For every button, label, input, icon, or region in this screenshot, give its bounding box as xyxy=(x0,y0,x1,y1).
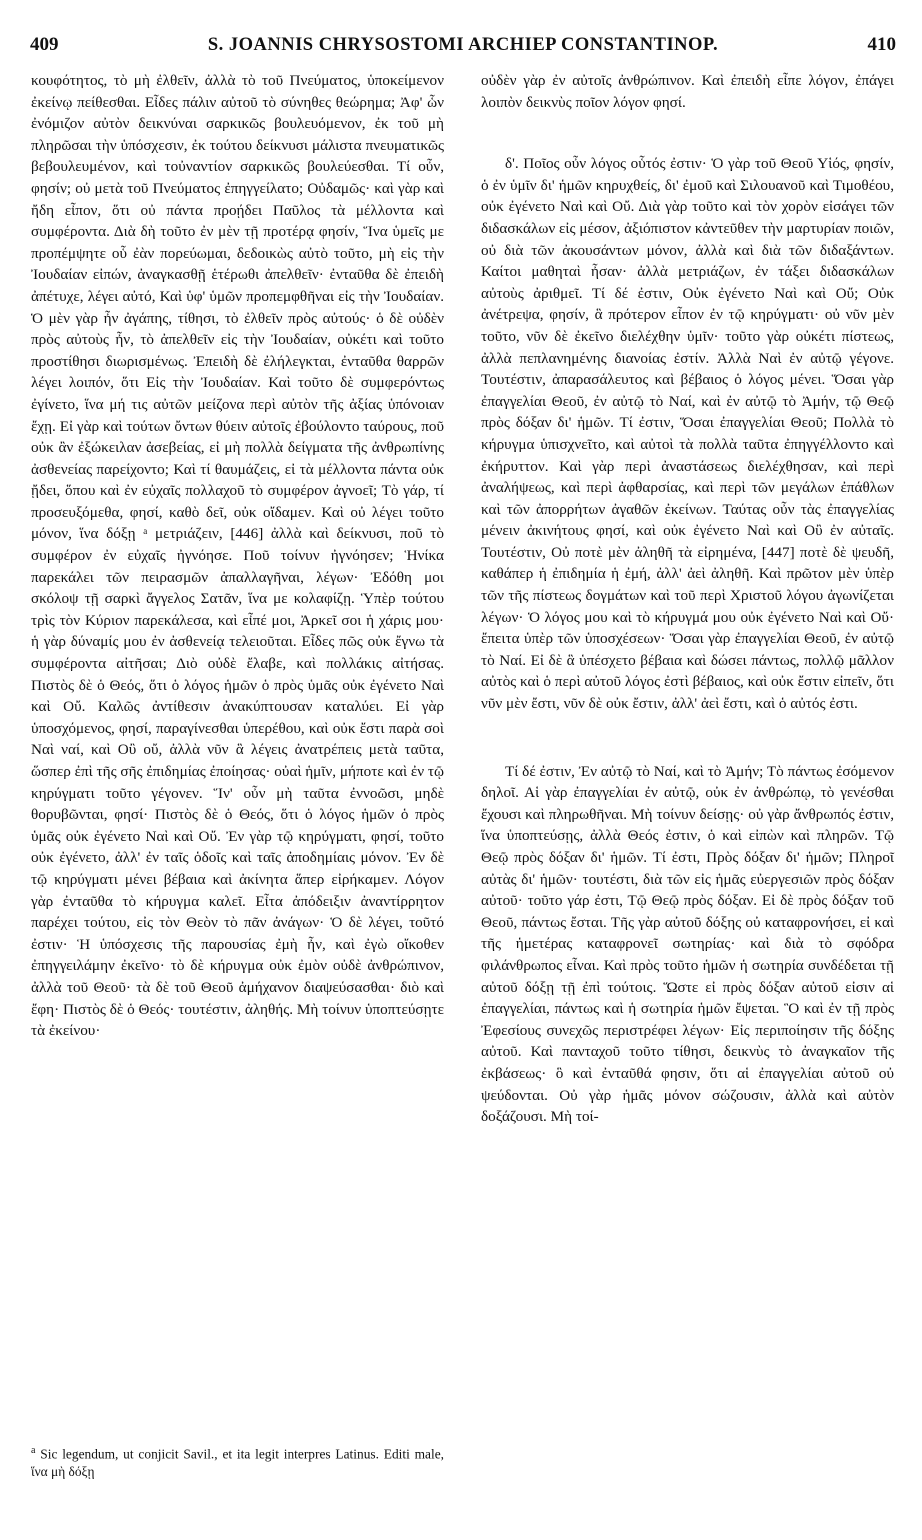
right-paragraph-3: Τί δέ ἐστιν, Ἐν αὐτῷ τὸ Ναί, καὶ τὸ Ἀμήν; Τὸ πάντως ἐσόμενον δηλοῖ. Αἱ γὰρ ἐπαγγελίαι ἐν αὐτῷ, οὐκ ἐν ἀνθρώπῳ, τὸ γενέσθαι ἔχουσι καὶ πληρωθῆναι. Μὴ τοίνυν δείσῃς· οὐ γὰρ ἄνθρωπός ἐστιν, ἵνα ὑποπτεύσῃς, ἀλλὰ Θεός ἐστιν, ὁ καὶ εἰπὼν καὶ πληρῶν. Τῷ Θεῷ πρὸς δόξαν δι' ἡμῶν. Τί ἐστι, Πρὸς δόξαν δι' ἡμῶν; Πληροῖ αὐτὰς δι' ἡμῶν· τουτέστι, διὰ τῶν εἰς ἡμᾶς εὐεργεσιῶν πρὸς δόξαν αὐτοῦ· τοῦτο γάρ ἐστι, Τῷ Θεῷ πρὸς δόξαν. Εἰ δὲ πρὸς δόξαν τοῦ Θεοῦ, πάντως ἔσται. Τῆς γὰρ αὐτοῦ δόξης οὐ καταφρονήσει, εἰ καὶ τῆς ἡμετέρας καταφρονεῖ σωτηρίας· καὶ διὰ τὸ σφόδρα φιλάνθρωπος εἶναι. Καὶ πρὸς τοῦτο ἡμῶν ἡ σωτηρία συνδέδεται τῇ αὐτοῦ δόξῃ τῇ ἐπὶ τούτοις. Ὥστε εἰ πρὸς δόξαν αὐτοῦ εἰσιν αἱ ἐπαγγελίαι, πάντως καὶ ἡ σωτηρία ἡμῶν ἔψεται. Ὃ καὶ ἐν τῇ πρὸς Ἐφεσίους συνεχῶς περιστρέφει λέγων· Εἰς περιποίησιν τῆς δόξης αὐτοῦ. Καὶ πανταχοῦ τοῦτο τίθησι, δεικνὺς τὸ ἀναγκαῖον τῆς ἐκβάσεως· ὃ καὶ ἐνταῦθά φησιν, ὅτι αἱ ἐπαγγελίαι αὐτοῦ οὐ ψεύδονται. Οὐ γὰρ ἡμᾶς μόνον σώζουσιν, ἀλλὰ καὶ αὐτὸν δοξάζουσι. Μὴ τοί- xyxy=(481,762,894,1126)
right-page-number: 410 xyxy=(867,34,896,55)
left-paragraph-1: κουφότητος, τὸ μὴ ἐλθεῖν, ἀλλὰ τὸ τοῦ Πνεύματος, ὑποκείμενον ἐκείνῳ πείθεσθαι. Εἶδες πάλιν αὐτοῦ τὸ σύνηθες θεώρημα; Ἀφ' ὧν ἐνόμιζον αὐτὸν δεικνύναι σαρκικῶς βουλευόμενον, ἐκ τοῦ μὴ πληρῶσαι τὴν ὑπόσχεσιν, ἐκ τούτου δείκνυσι μάλιστα πνευματικῶς βεβουλευμένον, καὶ τοὐναντίον σαρκικῶς βουλεύεσθαι. Τί οὖν, φησίν; οὐ μετὰ τοῦ Πνεύματος ἐπηγγείλατο; Οὐδαμῶς· καὶ γὰρ καὶ ἤδη εἶπον, ὅτι οὐ πάντα προῄδει Παῦλος τὰ μέλλοντα καὶ συμφέροντα. Διὰ δὴ τοῦτο ἐν μὲν τῇ προτέρᾳ φησίν, Ἵνα ὑμεῖς με προπέμψητε οὗ ἐὰν πορεύωμαι, δεδοικὼς αὐτὸ τοῦτο, μὴ εἰς τὴν Ἰουδαίαν εἰπών, ἀναγκασθῇ ἑτέρωθι ἀπελθεῖν· ἐνταῦθα δὲ ἐπειδὴ ἀπέτυχε, λέγει αὐτό, Καὶ ὑφ' ὑμῶν προπεμφθῆναι εἰς τὴν Ἰουδαίαν. Ὁ μὲν γὰρ ἦν ἀγάπης, τίθησι, τὸ ἐλθεῖν πρὸς αὐτούς· ὁ δὲ οὐδὲν πρὸς αὐτοὺς ἦν, τὸ ἀπελθεῖν εἰς τὴν Ἰουδαίαν, οὐκέτι καὶ τοῦτο προστίθησι διωρισμένως. Ἐπειδὴ δὲ ἐλήλεγκται, ἐνταῦθα θαρρῶν λέγει λοιπόν, ὅτι Εἰς τὴν Ἰουδαίαν. Καὶ τοῦτο δὲ συμφερόντως ἐγίνετο, ἵνα μή τις αὐτῶν μείζονα περὶ αὐτὸν τῆς ἀξίας ὑπόνοιαν ἔχῃ. Εἰ γὰρ καὶ τούτων ὄντων θύειν αὐτοῖς ἐβούλοντο ταύρους, ποῦ οὐκ ἂν ἐξώκειλαν ἀσεβείας, εἰ μὴ πολλὰ δείγματα τῆς ἀνθρωπίνης ἀσθενείας παρείχοντο; Καὶ τί θαυμάζεις, εἰ τὰ μέλλοντα πάντα οὐκ ᾔδει, ὅπου καὶ ἐν εὐχαῖς πολλαχοῦ τὸ συμφέρον ἀγνοεῖ; Τὸ γάρ, τί προσευξόμεθα, φησί, καθὸ δεῖ, οὐκ οἴδαμεν. Καὶ οὐ λέγει τοῦτο μόνον, ἵνα δόξῃ ᵃ μετριάζειν, [446] ἀλλὰ καὶ δείκνυσι, ποῦ τὸ συμφέρον ἐν εὐχαῖς ἠγνόησε. Ποῦ τοίνυν ἠγνόησεν; Ἡνίκα παρεκάλει τῶν πειρασμῶν ἀπαλλαγῆναι, λέγων· Ἐδόθη μοι σκόλοψ τῇ σαρκὶ ἄγγελος Σατᾶν, ἵνα με κολαφίζῃ. Ὑπὲρ τούτου τρὶς τὸν Κύριον παρεκάλεσα, καὶ εἶπέ μοι, Ἀρκεῖ σοι ἡ χάρις μου· ἡ γὰρ δύναμίς μου ἐν ἀσθενείᾳ τελειοῦται. Εἶδες πῶς οὐκ ἔγνω τὰ συμφέροντα αἰτῆσαι; Διὸ οὐδὲ ἔλαβε, καὶ πολλάκις αἰτήσας. Πιστὸς δὲ ὁ Θεός, ὅτι ὁ λόγος ἡμῶν ὁ πρὸς ὑμᾶς οὐκ ἐγένετο Ναὶ καὶ Οὔ. Καλῶς ἀντίθεσιν ἀνακύπτουσαν καταλύει. Εἰ γὰρ ὑποσχόμενος, φησί, παραγίνεσθαι ὑπερέθου, καὶ οὐκ ἔστι παρὰ σοὶ Ναὶ ναί, καὶ Οὒ οὔ, ἀλλὰ νῦν ἃ λέγεις ἀνατρέπεις μετὰ ταῦτα, ὥσπερ ἐπὶ τῆς σῆς ἐπιδημίας ἐποίησας· οὐαὶ ἡμῖν, μήποτε καὶ ἐν τῷ κηρύγματι τοῦτο γέγονεν. Ἵν' οὖν μὴ ταῦτα ἐννοῶσι, μηδὲ θορυβῶνται, φησί· Πιστὸς δὲ ὁ Θεός, ὅτι ὁ λόγος ἡμῶν ὁ πρὸς ὑμᾶς οὐκ ἐγένετο Ναὶ καὶ Οὔ. Ἐν γὰρ τῷ κηρύγματι, φησί, τοῦτο οὐκ ἐγένετο, ἀλλ' ἐν ταῖς ὁδοῖς καὶ ταῖς ἀποδημίαις μόνον. Ἐν δὲ τῷ κηρύγματι μένει βέβαια καὶ ἀκίνητα ἅπερ εἰρήκαμεν. Λόγον γὰρ ἐνταῦθα τὸ κήρυγμα καλεῖ. Εἶτα ἀπόδειξιν ἀναντίρρητον παρέχει τούτου, εἰς τὸν Θεὸν τὸ πᾶν ἀνάγων· Ὁ δὲ λέγει, τοῦτό ἐστιν· Ἡ ὑπόσχεσις τῆς παρουσίας ἐμὴ ἦν, καὶ ἐγὼ οἴκοθεν ἐπηγγειλάμην ἐκεῖνο· τὸ δὲ κήρυγμα οὐκ ἐμὸν οὐδὲ ἀνθρώπινον, ἀλλὰ τοῦ Θεοῦ· τὰ δὲ τοῦ Θεοῦ ἀμήχανον διαψεύσασθαι· διὸ καὶ ἔφη· Πιστὸς δὲ ὁ Θεός· τουτέστιν, ἀληθής. Μὴ τοίνυν ὑποπτεύσῃτε τὰ ἐκείνου· xyxy=(31,72,444,1040)
left-page-number: 409 xyxy=(30,34,59,55)
footnote-text: Sic legendum, ut conjicit Savil., et ita legit interpres Latinus. Editi male, ἵνα μὴ δόξῃ xyxy=(31,1446,444,1480)
right-column xyxy=(481,70,894,1128)
right-paragraph-1: οὐδὲν γὰρ ἐν αὐτοῖς ἀνθρώπινον. Καὶ ἐπειδὴ εἶπε λόγον, ἐπάγει λοιπὸν δεικνὺς ποῖον λόγον φησί. xyxy=(481,72,894,111)
left-column xyxy=(31,70,444,1042)
running-title: S. JOANNIS CHRYSOSTOMI ARCHIEP CONSTANTINOP. xyxy=(207,35,719,55)
running-header xyxy=(30,34,896,60)
right-paragraph-2: δ'. Ποῖος οὖν λόγος οὗτός ἐστιν· Ὁ γὰρ τοῦ Θεοῦ Υἱός, φησίν, ὁ ἐν ὑμῖν δι' ἡμῶν κηρυχθείς, δι' ἐμοῦ καὶ Σιλουανοῦ καὶ Τιμοθέου, οὐκ ἐγένετο Ναὶ καὶ Οὔ. Διὰ γὰρ τοῦτο καὶ τὸν χορὸν εἰσάγει τῶν διδασκάλων εἰς μέσον, ἀξιόπιστον κἀντεῦθεν τὴν μαρτυρίαν ποιῶν, οὐ διὰ τῶν ἀκουσάντων μόνον, ἀλλὰ καὶ διὰ τῶν διδαξάντων. Καίτοι μαθηταὶ ἦσαν· ἀλλὰ μετριάζων, ἐν τάξει διδασκάλων αὐτοὺς ἀριθμεῖ. Τί δέ ἐστιν, Οὐκ ἐγένετο Ναὶ καὶ Οὔ; Οὐκ ἀνέτρεψα, φησίν, ἃ πρότερον εἶπον ἐν τῷ κηρύγματι· οὐ νῦν μὲν τοῦτο, νῦν δὲ ἐκεῖνο διελέχθην ὑμῖν· τοῦτο γὰρ οὐκέτι πίστεως, ἀλλὰ πεπλανημένης διανοίας ἐστίν. Ἀλλὰ Ναὶ ἐν αὐτῷ γέγονε. Τουτέστιν, ἀπαρασάλευτος καὶ βέβαιος ὁ λόγος μένει. Ὅσαι γὰρ ἐπαγγελίαι Θεοῦ, ἐν αὐτῷ τὸ Ναί, καὶ ἐν αὐτῷ τὸ Ἀμήν, τῷ Θεῷ πρὸς δόξαν δι' ἡμῶν. Τί ἐστιν, Ὅσαι ἐπαγγελίαι Θεοῦ; Πολλὰ τὸ κήρυγμα ὑπισχνεῖτο, καὶ αὐτοὶ τὰ πολλὰ ταῦτα ἐπηγγέλλοντο καὶ ἐκήρυττον. Καὶ γὰρ περὶ ἀναστάσεως διελέχθησαν, καὶ περὶ ἀναλήψεως, καὶ περὶ ἀφθαρσίας, καὶ περὶ τῶν μεγάλων ἐπάθλων καὶ τῶν ἀπορρήτων ἀγαθῶν ἐκείνων. Ταύτας οὖν τὰς ἐπαγγελίας μένειν ἀκινήτους φησί, καὶ οὐκ ἐγένετο Ναὶ καὶ Οὒ ἐν αὐταῖς. Τουτέστιν, Οὐ ποτὲ μὲν ἀληθῆ τὰ εἰρημένα, [447] ποτὲ δὲ ψευδῆ, καθάπερ ἡ ἐπιδημία ἡ ἐμή, ἀλλ' ἀεὶ ἀληθῆ. Καὶ πρῶτον μὲν ὑπὲρ τῶν τῆς πίστεως δογμάτων καὶ τοῦ περὶ Χριστοῦ λόγου ἀγωνίζεται λέγων· Ὁ λόγος μου καὶ τὸ κήρυγμά μου οὐκ ἐγένετο Ναὶ καὶ Οὔ· ἔπειτα ὑπὲρ τῶν ὑποσχέσεων· Ὅσαι γὰρ ἐπαγγελίαι Θεοῦ, ἐν αὐτῷ τὸ Ναί. Εἰ δὲ ἃ ὑπέσχετο βέβαια καὶ δώσει πάντως, πολλῷ μᾶλλον αὐτὸς καὶ ὁ περὶ αὐτοῦ λόγος ἐστὶ βέβαιος, καὶ οὐκ ἔστιν εἰπεῖν, ὅτι νῦν μὲν ἔστι, νῦν δὲ οὐκ ἔστιν, ἀλλ' ἀεὶ ἔστι, καὶ ὁ αὐτός ἐστι. xyxy=(481,155,894,713)
footnote-mark: a xyxy=(31,1445,36,1456)
footnote xyxy=(31,1442,444,1481)
